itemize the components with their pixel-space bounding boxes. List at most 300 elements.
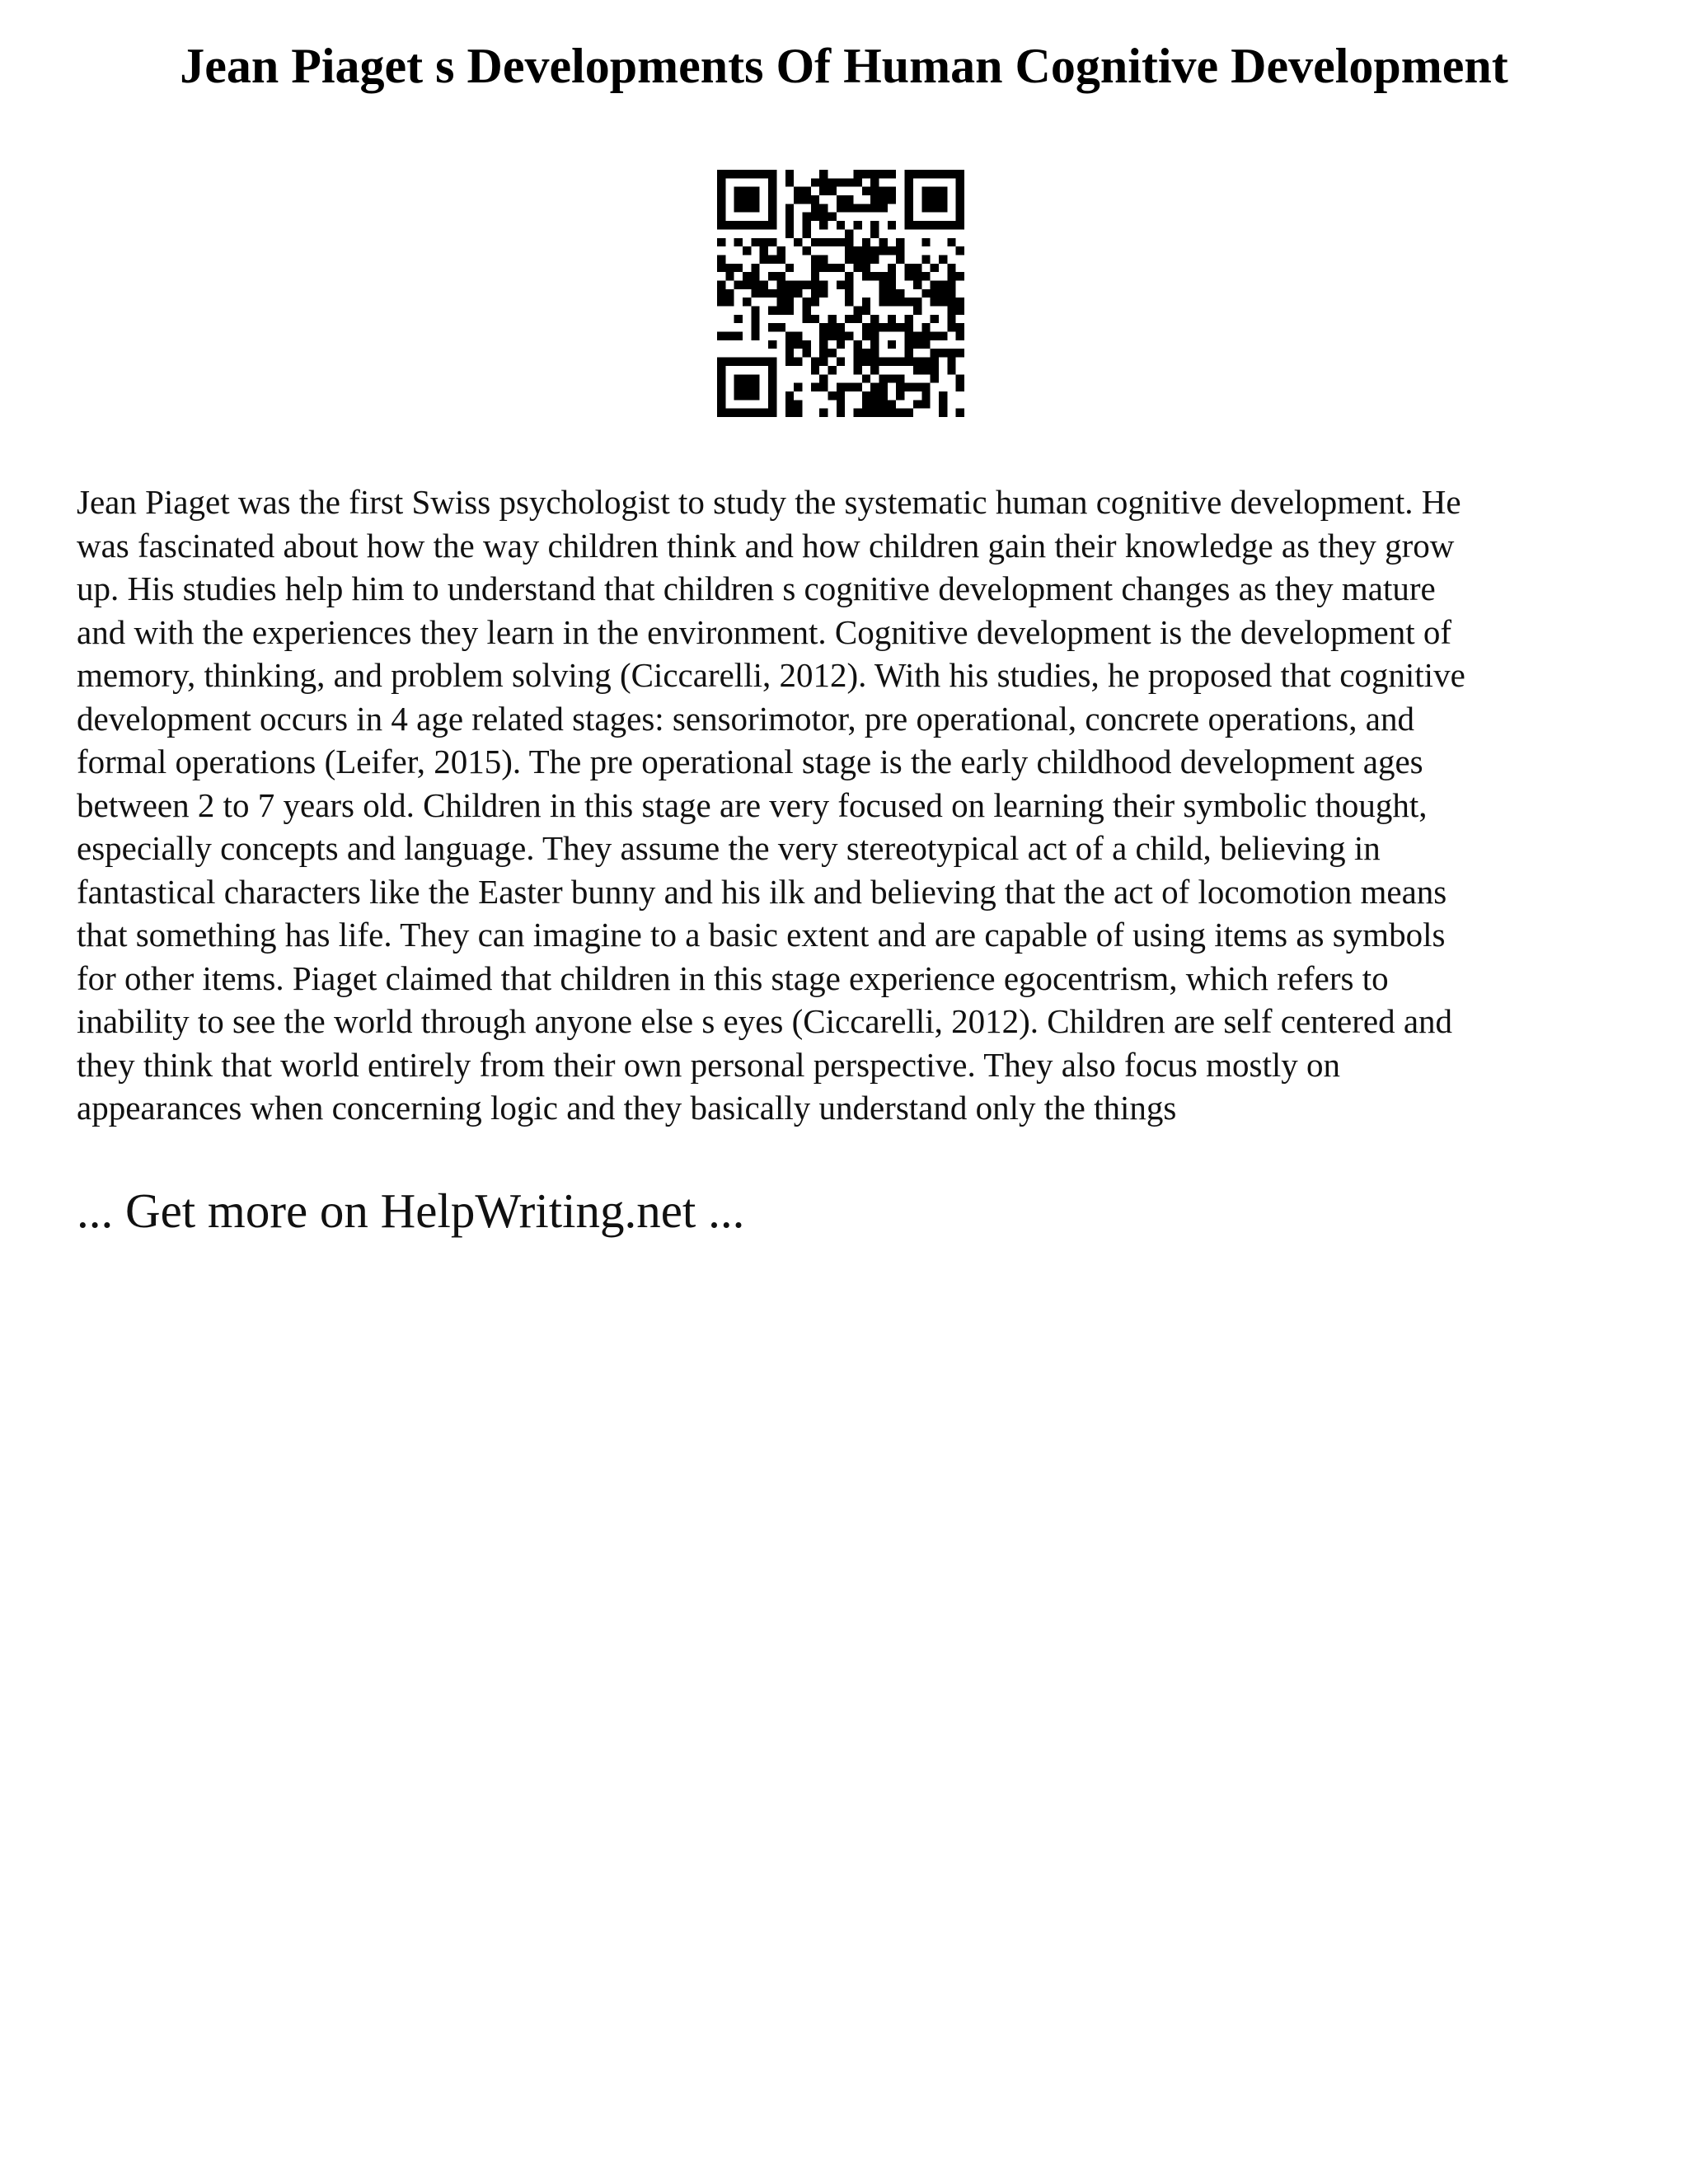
qr-module bbox=[811, 255, 819, 263]
qr-module bbox=[939, 298, 947, 306]
qr-module bbox=[819, 374, 828, 382]
qr-module bbox=[939, 255, 947, 263]
qr-module bbox=[725, 170, 734, 178]
qr-module bbox=[743, 195, 751, 204]
qr-module bbox=[837, 221, 845, 229]
qr-module bbox=[811, 264, 819, 272]
qr-module bbox=[939, 289, 947, 298]
qr-module bbox=[811, 280, 819, 288]
qr-module bbox=[819, 238, 828, 246]
qr-module bbox=[751, 195, 759, 204]
qr-module bbox=[870, 229, 879, 237]
qr-module bbox=[734, 170, 743, 178]
qr-module bbox=[785, 400, 794, 408]
qr-module bbox=[862, 187, 870, 195]
qr-module bbox=[837, 204, 845, 212]
qr-module bbox=[785, 332, 794, 340]
qr-module bbox=[743, 221, 751, 229]
qr-module bbox=[725, 289, 734, 298]
qr-module bbox=[828, 178, 836, 186]
qr-module bbox=[717, 255, 725, 263]
qr-module bbox=[776, 307, 785, 315]
qr-module bbox=[802, 221, 810, 229]
qr-module bbox=[785, 221, 794, 229]
qr-module bbox=[768, 178, 776, 186]
qr-module bbox=[734, 187, 743, 195]
qr-module bbox=[939, 187, 947, 195]
qr-module bbox=[837, 264, 845, 272]
qr-module bbox=[768, 340, 776, 349]
qr-module bbox=[896, 246, 904, 255]
qr-module bbox=[828, 391, 836, 400]
qr-module bbox=[888, 315, 896, 323]
qr-module bbox=[947, 280, 955, 288]
qr-module bbox=[905, 315, 913, 323]
qr-module bbox=[768, 400, 776, 408]
qr-module bbox=[760, 246, 768, 255]
qr-module bbox=[913, 221, 921, 229]
qr-module bbox=[794, 400, 802, 408]
qr-module bbox=[768, 187, 776, 195]
qr-module bbox=[845, 229, 853, 237]
qr-module bbox=[734, 409, 743, 417]
qr-module bbox=[947, 221, 955, 229]
qr-module bbox=[939, 391, 947, 400]
qr-module bbox=[768, 238, 776, 246]
qr-module bbox=[725, 298, 734, 306]
qr-module bbox=[819, 187, 828, 195]
paragraph-line: up. His studies help him to understand that children s cognitive development changes as they mature bbox=[77, 569, 1436, 607]
qr-module bbox=[956, 195, 964, 204]
qr-module bbox=[888, 358, 896, 366]
qr-module bbox=[819, 289, 828, 298]
qr-module bbox=[931, 264, 939, 272]
paragraph-line: fantastical characters like the Easter bunny and his ilk and believing that the act of locomotion means bbox=[77, 872, 1447, 911]
qr-module bbox=[845, 204, 853, 212]
qr-module bbox=[931, 204, 939, 212]
qr-module bbox=[870, 409, 879, 417]
qr-module bbox=[760, 170, 768, 178]
qr-module bbox=[879, 358, 888, 366]
qr-module bbox=[931, 187, 939, 195]
qr-module bbox=[717, 366, 725, 374]
qr-module bbox=[837, 340, 845, 349]
qr-module bbox=[819, 409, 828, 417]
qr-module bbox=[734, 383, 743, 391]
qr-module bbox=[888, 264, 896, 272]
qr-module bbox=[921, 323, 930, 331]
qr-module bbox=[854, 358, 862, 366]
qr-module bbox=[913, 264, 921, 272]
qr-module bbox=[751, 280, 759, 288]
qr-module bbox=[888, 280, 896, 288]
qr-module bbox=[896, 238, 904, 246]
qr-module bbox=[854, 178, 862, 186]
qr-module bbox=[768, 307, 776, 315]
qr-module bbox=[845, 383, 853, 391]
qr-module bbox=[845, 178, 853, 186]
qr-module bbox=[802, 298, 810, 306]
qr-module bbox=[845, 255, 853, 263]
qr-module bbox=[956, 383, 964, 391]
qr-module bbox=[828, 238, 836, 246]
qr-module bbox=[905, 332, 913, 340]
qr-module bbox=[717, 221, 725, 229]
qr-module bbox=[905, 298, 913, 306]
qr-module bbox=[768, 289, 776, 298]
qr-module bbox=[854, 307, 862, 315]
qr-module bbox=[888, 400, 896, 408]
qr-module bbox=[854, 340, 862, 349]
qr-module bbox=[760, 221, 768, 229]
qr-module bbox=[734, 221, 743, 229]
qr-module bbox=[743, 170, 751, 178]
qr-module bbox=[811, 315, 819, 323]
qr-module bbox=[870, 272, 879, 280]
qr-module bbox=[845, 298, 853, 306]
qr-module bbox=[854, 315, 862, 323]
qr-module bbox=[947, 307, 955, 315]
qr-module bbox=[837, 332, 845, 340]
paragraph-line: and with the experiences they learn in the environment. Cognitive development is the development of bbox=[77, 612, 1451, 651]
get-more-link[interactable]: ... Get more on HelpWriting.net ... bbox=[77, 1183, 745, 1238]
qr-module bbox=[905, 264, 913, 272]
qr-module bbox=[717, 213, 725, 221]
qr-module bbox=[947, 238, 955, 246]
qr-module bbox=[837, 383, 845, 391]
qr-module bbox=[956, 204, 964, 212]
qr-module bbox=[879, 238, 888, 246]
qr-module bbox=[854, 383, 862, 391]
qr-module bbox=[785, 391, 794, 400]
qr-module bbox=[921, 400, 930, 408]
qr-module bbox=[888, 340, 896, 349]
qr-module bbox=[870, 221, 879, 229]
qr-module bbox=[768, 409, 776, 417]
qr-module bbox=[802, 246, 810, 255]
qr-module bbox=[811, 195, 819, 204]
qr-module bbox=[939, 409, 947, 417]
qr-module bbox=[845, 280, 853, 288]
qr-module bbox=[870, 187, 879, 195]
qr-module bbox=[794, 383, 802, 391]
qr-module bbox=[751, 204, 759, 212]
qr-module bbox=[870, 255, 879, 263]
qr-module bbox=[802, 315, 810, 323]
qr-module bbox=[947, 272, 955, 280]
qr-module bbox=[751, 307, 759, 315]
qr-module bbox=[837, 409, 845, 417]
qr-module bbox=[734, 391, 743, 400]
qr-module bbox=[854, 366, 862, 374]
qr-module bbox=[862, 409, 870, 417]
qr-module bbox=[743, 280, 751, 288]
paragraph-line: for other items. Piaget claimed that children in this stage experience egocentrism, which refers to bbox=[77, 958, 1389, 997]
qr-module bbox=[768, 323, 776, 331]
qr-module bbox=[879, 383, 888, 391]
qr-module bbox=[939, 221, 947, 229]
qr-module bbox=[931, 221, 939, 229]
qr-module bbox=[725, 272, 734, 280]
qr-module bbox=[956, 178, 964, 186]
qr-module bbox=[785, 178, 794, 186]
qr-module bbox=[896, 298, 904, 306]
qr-module bbox=[939, 195, 947, 204]
qr-module bbox=[913, 332, 921, 340]
qr-module bbox=[956, 187, 964, 195]
qr-module bbox=[776, 272, 785, 280]
qr-module bbox=[956, 307, 964, 315]
qr-module bbox=[913, 307, 921, 315]
qr-module bbox=[743, 374, 751, 382]
qr-module bbox=[734, 238, 743, 246]
qr-module bbox=[905, 383, 913, 391]
qr-module bbox=[888, 187, 896, 195]
qr-module bbox=[819, 221, 828, 229]
qr-module bbox=[751, 358, 759, 366]
qr-module bbox=[785, 307, 794, 315]
qr-module bbox=[819, 332, 828, 340]
qr-module bbox=[879, 323, 888, 331]
qr-module bbox=[725, 221, 734, 229]
qr-module bbox=[743, 272, 751, 280]
qr-module bbox=[776, 255, 785, 263]
qr-module bbox=[837, 178, 845, 186]
qr-module bbox=[862, 298, 870, 306]
qr-module bbox=[896, 255, 904, 263]
qr-module bbox=[939, 349, 947, 357]
qr-module bbox=[802, 213, 810, 221]
qr-module bbox=[717, 264, 725, 272]
qr-module bbox=[717, 289, 725, 298]
qr-module bbox=[879, 400, 888, 408]
qr-module bbox=[921, 195, 930, 204]
qr-module bbox=[837, 358, 845, 366]
qr-module bbox=[913, 383, 921, 391]
qr-module bbox=[734, 332, 743, 340]
qr-module bbox=[862, 246, 870, 255]
qr-module bbox=[879, 289, 888, 298]
qr-module bbox=[870, 170, 879, 178]
qr-module bbox=[862, 358, 870, 366]
qr-module bbox=[734, 204, 743, 212]
qr-module bbox=[751, 315, 759, 323]
qr-module bbox=[905, 340, 913, 349]
qr-module bbox=[837, 323, 845, 331]
qr-module bbox=[768, 170, 776, 178]
qr-module bbox=[854, 204, 862, 212]
qr-module bbox=[888, 195, 896, 204]
paragraph-line: between 2 to 7 years old. Children in this stage are very focused on learning their symbolic thought, bbox=[77, 785, 1428, 824]
qr-module bbox=[776, 246, 785, 255]
qr-module bbox=[725, 264, 734, 272]
qr-module bbox=[828, 315, 836, 323]
qr-module bbox=[725, 358, 734, 366]
qr-module bbox=[743, 409, 751, 417]
qr-module bbox=[905, 349, 913, 357]
qr-module bbox=[862, 204, 870, 212]
qr-module bbox=[931, 315, 939, 323]
qr-module bbox=[819, 340, 828, 349]
qr-module bbox=[845, 238, 853, 246]
qr-module bbox=[717, 298, 725, 306]
qr-module bbox=[879, 409, 888, 417]
document-title: Jean Piaget s Developments Of Human Cognitive Development bbox=[180, 39, 1508, 93]
qr-module bbox=[845, 315, 853, 323]
qr-module bbox=[931, 358, 939, 366]
qr-module bbox=[837, 391, 845, 400]
qr-module bbox=[794, 409, 802, 417]
qr-module bbox=[939, 204, 947, 212]
qr-module bbox=[819, 323, 828, 331]
paragraph-line: they think that world entirely from their own personal perspective. They also focus mostly on bbox=[77, 1045, 1340, 1084]
qr-module bbox=[743, 383, 751, 391]
qr-module bbox=[743, 391, 751, 400]
qr-module bbox=[956, 272, 964, 280]
qr-module bbox=[905, 195, 913, 204]
qr-module bbox=[870, 246, 879, 255]
qr-module bbox=[921, 358, 930, 366]
qr-module bbox=[743, 187, 751, 195]
qr-module bbox=[794, 187, 802, 195]
qr-module bbox=[862, 332, 870, 340]
qr-module bbox=[717, 195, 725, 204]
qr-module bbox=[768, 366, 776, 374]
qr-module bbox=[879, 204, 888, 212]
qr-module bbox=[862, 255, 870, 263]
qr-module bbox=[862, 374, 870, 382]
qr-module bbox=[888, 289, 896, 298]
qr-module bbox=[905, 187, 913, 195]
qr-module bbox=[768, 195, 776, 204]
qr-module bbox=[947, 349, 955, 357]
qr-module bbox=[931, 280, 939, 288]
qr-module bbox=[751, 391, 759, 400]
qr-module bbox=[905, 358, 913, 366]
qr-module bbox=[819, 264, 828, 272]
qr-module bbox=[879, 391, 888, 400]
qr-module bbox=[811, 358, 819, 366]
qr-module bbox=[794, 280, 802, 288]
qr-module bbox=[828, 349, 836, 357]
qr-module bbox=[845, 246, 853, 255]
qr-module bbox=[896, 409, 904, 417]
qr-module bbox=[905, 178, 913, 186]
qr-module bbox=[751, 264, 759, 272]
qr-module bbox=[870, 366, 879, 374]
qr-module bbox=[751, 272, 759, 280]
paragraph-line: development occurs in 4 age related stages: sensorimotor, pre operational, concrete operations, and bbox=[77, 699, 1414, 738]
qr-module bbox=[811, 383, 819, 391]
qr-module bbox=[794, 340, 802, 349]
qr-module bbox=[956, 323, 964, 331]
qr-module bbox=[947, 358, 955, 366]
qr-module bbox=[717, 187, 725, 195]
qr-module bbox=[828, 323, 836, 331]
qr-module bbox=[743, 358, 751, 366]
qr-module bbox=[837, 238, 845, 246]
qr-module bbox=[862, 400, 870, 408]
qr-module bbox=[751, 187, 759, 195]
qr-module bbox=[913, 366, 921, 374]
qr-module bbox=[760, 289, 768, 298]
qr-module bbox=[717, 238, 725, 246]
qr-module bbox=[921, 332, 930, 340]
qr-module bbox=[845, 195, 853, 204]
qr-module bbox=[819, 349, 828, 357]
qr-module bbox=[921, 340, 930, 349]
qr-module bbox=[734, 358, 743, 366]
paragraph-line: formal operations (Leifer, 2015). The pre operational stage is the early childhood development ages bbox=[77, 743, 1423, 780]
qr-module bbox=[947, 264, 955, 272]
paragraph-line: that something has life. They can imagine to a basic extent and are capable of using items as symbols bbox=[77, 916, 1446, 954]
qr-module bbox=[888, 246, 896, 255]
qr-module bbox=[819, 358, 828, 366]
qr-module bbox=[717, 400, 725, 408]
qr-module bbox=[870, 400, 879, 408]
qr-module bbox=[717, 358, 725, 366]
qr-module bbox=[725, 409, 734, 417]
qr-module bbox=[717, 332, 725, 340]
qr-module bbox=[854, 264, 862, 272]
qr-module bbox=[913, 170, 921, 178]
qr-module bbox=[862, 170, 870, 178]
qr-module bbox=[794, 195, 802, 204]
qr-module bbox=[956, 409, 964, 417]
qr-module bbox=[760, 358, 768, 366]
qr-module bbox=[862, 272, 870, 280]
qr-module bbox=[870, 323, 879, 331]
qr-module bbox=[802, 195, 810, 204]
qr-module bbox=[931, 195, 939, 204]
qr-module bbox=[862, 349, 870, 357]
qr-module bbox=[760, 409, 768, 417]
qr-module bbox=[939, 400, 947, 408]
qr-module bbox=[947, 323, 955, 331]
qr-module bbox=[947, 170, 955, 178]
qr-module bbox=[811, 178, 819, 186]
qr-module bbox=[879, 272, 888, 280]
qr-module bbox=[888, 409, 896, 417]
qr-module bbox=[921, 238, 930, 246]
qr-module bbox=[921, 272, 930, 280]
qr-module bbox=[811, 204, 819, 212]
qr-module bbox=[734, 264, 743, 272]
qr-module bbox=[939, 170, 947, 178]
qr-module bbox=[870, 332, 879, 340]
qr-module bbox=[785, 204, 794, 212]
qr-module bbox=[862, 391, 870, 400]
qr-module bbox=[845, 332, 853, 340]
qr-module bbox=[802, 307, 810, 315]
paragraph-line: was fascinated about how the way children think and how children gain their knowledge as they grow bbox=[77, 526, 1455, 565]
qr-module bbox=[888, 323, 896, 331]
qr-module bbox=[931, 170, 939, 178]
qr-module bbox=[785, 264, 794, 272]
qr-module bbox=[888, 298, 896, 306]
qr-module bbox=[751, 323, 759, 331]
qr-module bbox=[845, 289, 853, 298]
qr-module bbox=[939, 332, 947, 340]
qr-module bbox=[956, 221, 964, 229]
qr-module bbox=[896, 289, 904, 298]
qr-module bbox=[947, 315, 955, 323]
qr-module bbox=[854, 221, 862, 229]
qr-module bbox=[734, 280, 743, 288]
qr-module bbox=[794, 289, 802, 298]
qr-module bbox=[785, 340, 794, 349]
qr-module bbox=[819, 178, 828, 186]
